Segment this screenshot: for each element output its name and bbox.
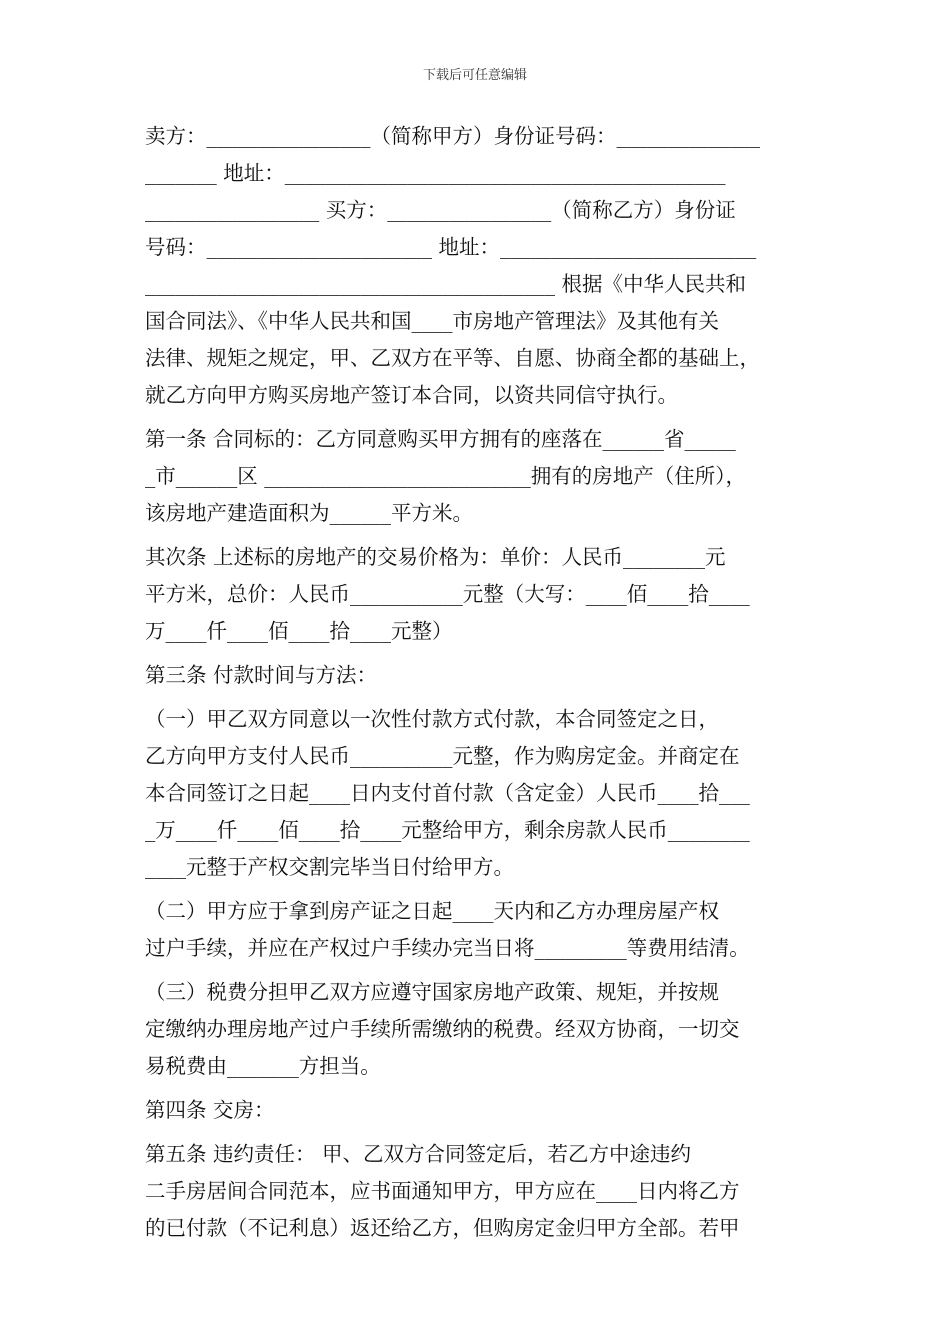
page-header: 下载后可任意编辑 [422,68,527,83]
text-line: 的已付款（不记利息）返还给乙方，但购房定金归甲方全部。若甲 [145,1216,740,1240]
text-line: （三）税费分担甲乙双方应遵守国家房地产政策、规矩，并按规 [145,980,719,1004]
text-line: _________________ 买方：________________（简称乙方）身份证 [145,198,736,222]
text-line: 乙方向甲方支付人民币__________元整，作为购房定金。并商定在 [145,744,740,768]
text-line: 就乙方向甲方购买房地产签订本合同，以资共同信守执行。 [145,383,678,407]
text-line: 第一条 合同标的：乙方同意购买甲方拥有的座落在______省_____ [145,427,736,451]
text-line: 易税费由_______方担当。 [145,1054,381,1078]
text-line: _______ 地址：___________________________________________ [145,161,726,185]
text-line: _万____仟____佰____拾____元整给甲方，剩余房款人民币________ [145,818,750,842]
text-line: 该房地产建造面积为______平方米。 [145,501,473,525]
text-line: 国合同法》、《中华人民共和国____市房地产管理法》及其他有关 [145,309,719,333]
text-line: 过户手续，并应在产权过户手续办完当日将_________等费用结清。 [145,936,750,960]
text-line: ________________________________________ 根据《中华人民共和 [145,272,747,296]
text-line: _市______区 __________________________拥有的房地产（住所）， [145,464,747,488]
text-line: 万____仟____佰____拾____元整） [145,619,453,643]
text-line: ____元整于产权交割完毕当日付给甲方。 [145,855,514,879]
text-line: 平方米，总价：人民币___________元整（大写：____佰____拾____ [145,582,750,606]
contract-body [145,118,810,1247]
text-line: （一）甲乙双方同意以一次性付款方式付款，本合同签定之日， [145,707,719,731]
text-line: 第五条 违约责任： 甲、乙双方合同签定后，若乙方中途违约 [145,1142,692,1166]
text-line: 定缴纳办理房地产过户手续所需缴纳的税费。经双方协商，一切交 [145,1017,740,1041]
text-line: （二）甲方应于拿到房产证之日起____天内和乙方办理房屋产权 [145,899,719,923]
text-line: 其次条 上述标的房地产的交易价格为：单价：人民币________元 [145,545,726,569]
text-line: 第三条 付款时间与方法： [145,663,378,687]
text-line: 本合同签订之日起____日内支付首付款（含定金）人民币____拾___ [145,781,750,805]
text-line: 号码：______________________ 地址：_________________________ [145,235,757,259]
text-line: 第四条 交房： [145,1098,275,1122]
text-line: 卖方：________________（简称甲方）身份证号码：______________ [145,124,760,148]
text-line: 二手房居间合同范本，应书面通知甲方，甲方应在____日内将乙方 [145,1179,740,1203]
text-line: 法律、规矩之规定，甲、乙双方在平等、自愿、协商全都的基础上， [145,346,760,370]
